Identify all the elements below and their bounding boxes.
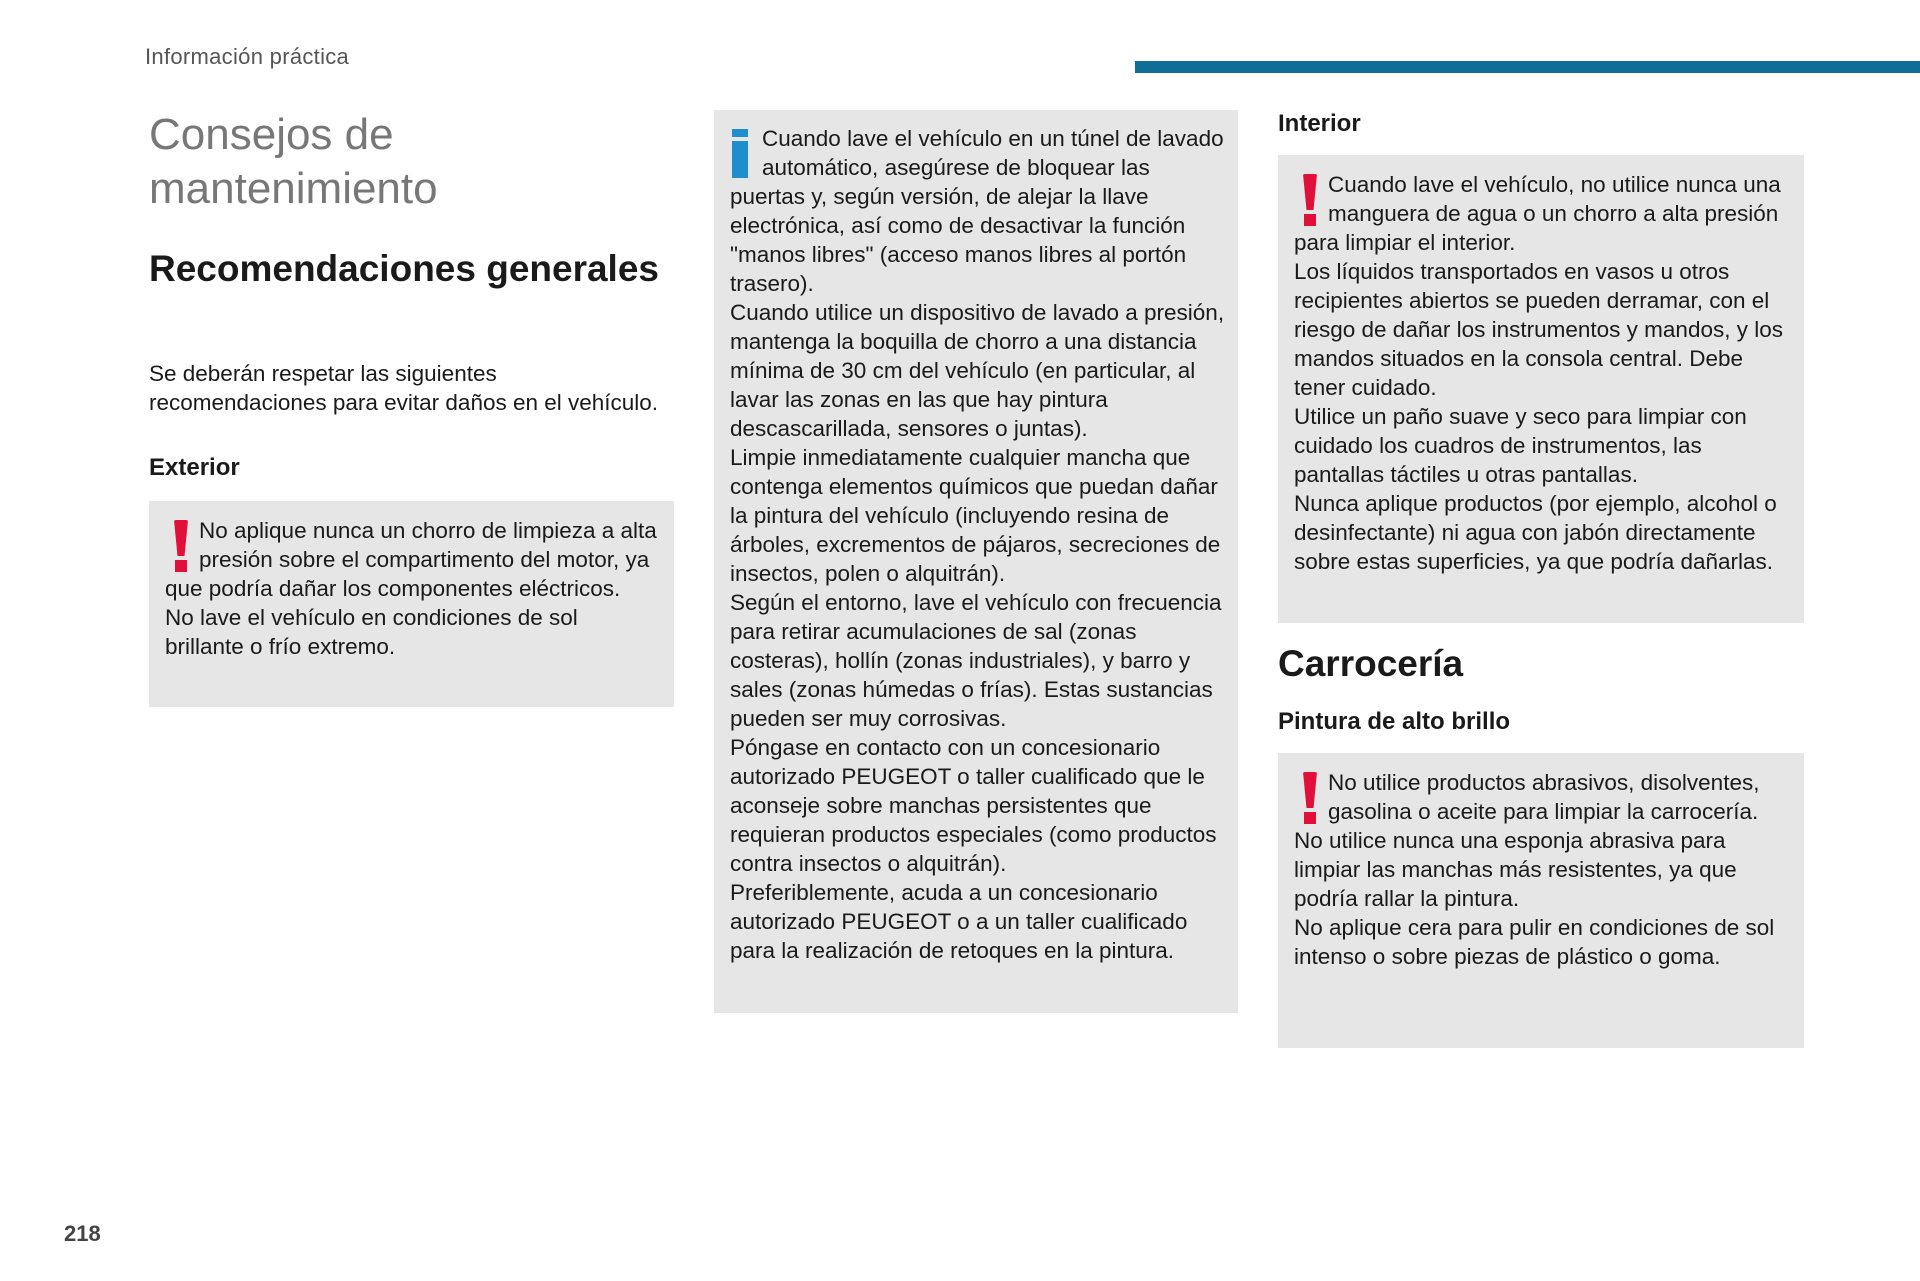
warning-exclamation-icon [1294,770,1328,826]
info-icon [730,126,762,182]
gloss-paint-heading: Pintura de alto brillo [1278,708,1511,735]
info-paragraph: Cuando lave el vehículo en un túnel de lavado automático, asegúrese de bloquear las puertas y, según versión, de alejar la llave electrónica, así como de desactivar la función "manos libres" (acceso manos libres al portón trasero). [730,126,1224,296]
warning-paragraph: No utilice nunca una esponja abrasiva para limpiar las manchas más resistentes, ya que podría rallar la pintura. [1294,828,1737,911]
warning-paragraph: No utilice productos abrasivos, disolventes, gasolina o aceite para limpiar la carrocería. [1328,770,1760,824]
warning-paragraph: Cuando lave el vehículo, no utilice nunca una manguera de agua o un chorro a alta presión para limpiar el interior. [1294,172,1781,255]
page-number: 218 [64,1221,101,1246]
info-paragraph: Póngase en contacto con un concesionario autorizado PEUGEOT o taller cualificado que le aconseje sobre manchas persistentes que requieran productos especiales (como productos contra insectos o alquitrán). [730,735,1217,876]
chapter-title: Consejos de mantenimiento [149,110,438,213]
warning-paragraph: No lave el vehículo en condiciones de sol brillante o frío extremo. [165,605,578,659]
info-paragraph: Preferiblemente, acuda a un concesionario autorizado PEUGEOT o a un taller cualificado para la realización de retoques en la pintura. [730,880,1188,963]
interior-heading: Interior [1278,110,1361,137]
info-box [714,110,1238,1013]
intro-paragraph: Se deberán respetar las siguientes recomendaciones para evitar daños en el vehículo. [149,361,659,415]
warning-paragraph: Los líquidos transportados en vasos u otros recipientes abiertos se pueden derramar, con el riesgo de dañar los instrumentos y mandos, y los mandos situados en la consola central. Debe tener cuidado. [1294,259,1783,400]
warning-paragraph: No aplique nunca un chorro de limpieza a alta presión sobre el compartimento del motor, ya que podría dañar los componentes eléctricos. [165,518,657,601]
section-title: Recomendaciones generales [149,248,659,289]
warning-exclamation-icon [1294,172,1328,228]
warning-paragraph: No aplique cera para pulir en condiciones de sol intenso o sobre piezas de plástico o goma. [1294,915,1775,969]
warning-paragraph: Utilice un paño suave y seco para limpiar con cuidado los cuadros de instrumentos, las pantallas táctiles u otras pantallas. [1294,404,1747,487]
interior-warning-box [1278,155,1804,623]
exterior-warning-box [149,501,674,707]
gloss-warning-box [1278,753,1804,1048]
header-section-label: Información práctica [145,44,350,69]
header-accent-bar [1135,61,1920,73]
info-paragraph: Cuando utilice un dispositivo de lavado a presión, mantenga la boquilla de chorro a una distancia mínima de 30 cm del vehículo (en particular, al lavar las zonas en las que hay pintura descascarillada, sensores o juntas). [730,300,1225,441]
bodywork-title: Carrocería [1278,643,1464,684]
info-paragraph: Limpie inmediatamente cualquier mancha que contenga elementos químicos que puedan dañar la pintura del vehículo (incluyendo resina de árboles, excrementos de pájaros, secreciones de insectos, polen o alquitrán). [730,445,1221,586]
exterior-heading: Exterior [149,454,240,481]
info-paragraph: Según el entorno, lave el vehículo con frecuencia para retirar acumulaciones de sal (zonas costeras), hollín (zonas industriales), y barro y sales (zonas húmedas o frías). Estas sustancias pueden ser muy corrosivas. [730,590,1222,731]
warning-paragraph: Nunca aplique productos (por ejemplo, alcohol o desinfectante) ni agua con jabón directamente sobre estas superficies, ya que podría dañarlas. [1294,491,1777,574]
warning-exclamation-icon [165,518,199,574]
